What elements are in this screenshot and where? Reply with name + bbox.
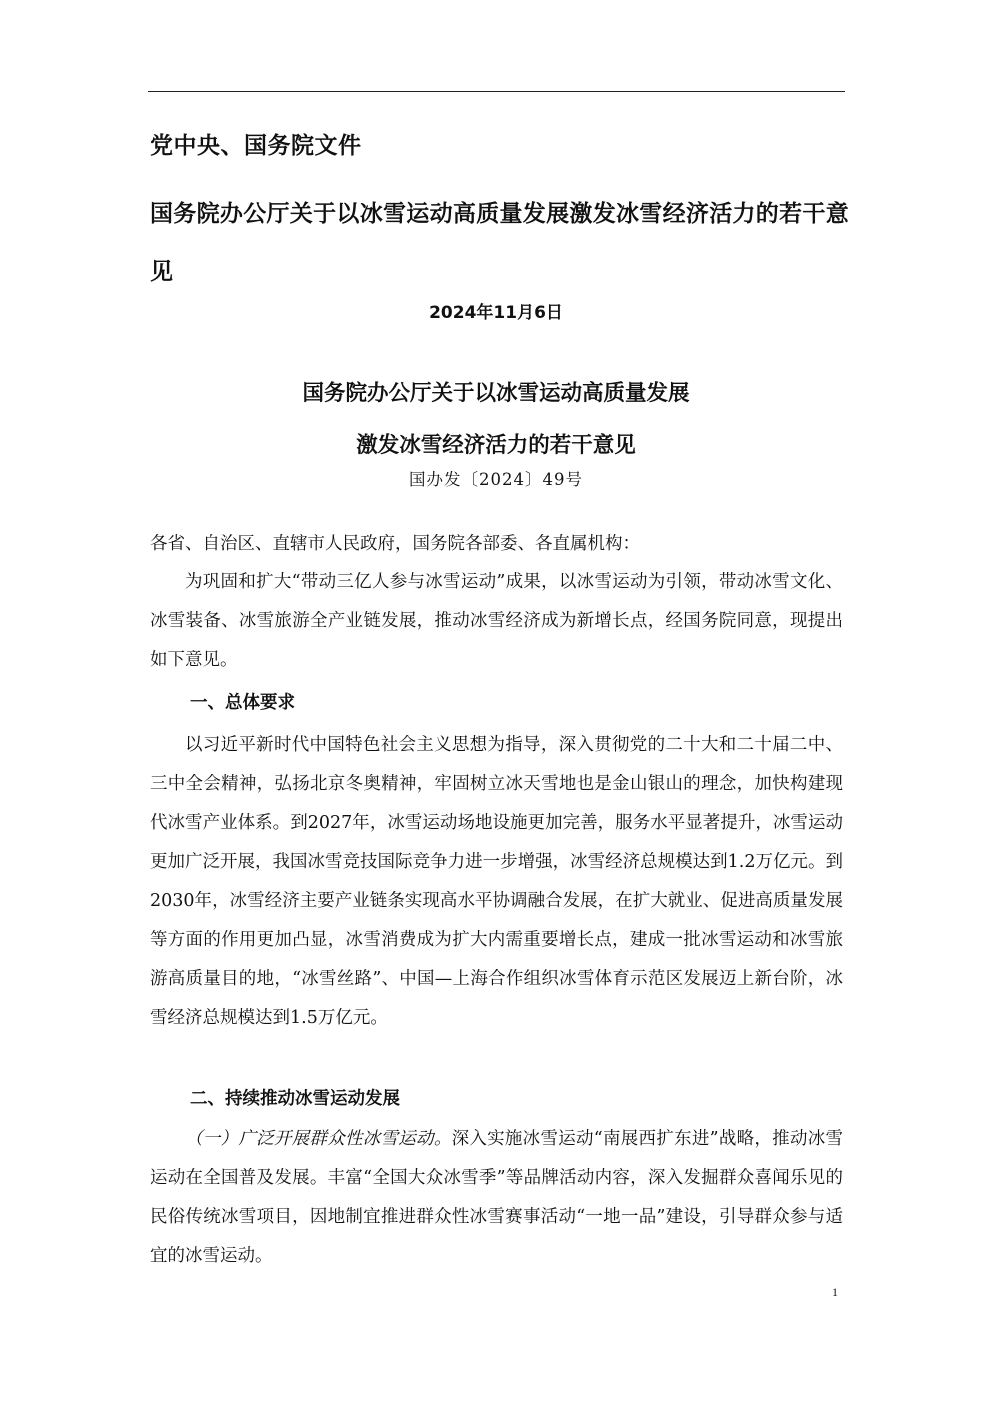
section-2-heading: 二、持续推动冰雪运动发展	[190, 1089, 400, 1109]
header-rule	[148, 91, 845, 92]
document-number: 国办发〔2024〕49号	[409, 470, 583, 489]
section-1-paragraph: 以习近平新时代中国特色社会主义思想为指导，深入贯彻党的二十大和二十届二中、三中全会精神，弘扬北京冬奥精神，牢固树立冰天雪地也是金山银山的理念，加快构建现代冰雪产业体系。到2027年，冰雪运动场地设施更加完善，服务水平显著提升，冰雪运动更加广泛开展，我国冰雪竞技国际竞争力进一步增强，冰雪经济总规模达到1.2万亿元。到2030年，冰雪经济主要产业链条实现高水平协调融合发展，在扩大就业、促进高质量发展等方面的作用更加凸显，冰雪消费成为扩大内需重要增长点，建成一批冰雪运动和冰雪旅游高质量目的地，“冰雪丝路”、中国—上海合作组织冰雪体育示范区发展迈上新台阶，冰雪经济总规模达到1.5万亿元。	[150, 735, 843, 1028]
document-title-line-2: 激发冰雪经济活力的若干意见	[356, 433, 636, 458]
document-title-line-1: 国务院办公厅关于以冰雪运动高质量发展	[302, 381, 690, 406]
salutation: 各省、自治区、直辖市人民政府，国务院各部委、各直属机构：	[150, 534, 640, 554]
publish-date: 2024年11月6日	[429, 303, 563, 323]
section-2-paragraph	[150, 1120, 843, 1276]
page-title: 国务院办公厅关于以冰雪运动高质量发展激发冰雪经济活力的若干意见	[150, 201, 849, 285]
document-title	[0, 368, 992, 472]
intro-paragraph: 为巩固和扩大“带动三亿人参与冰雪运动”成果，以冰雪运动为引领，带动冰雪文化、冰雪装备、冰雪旅游全产业链发展，推动冰雪经济成为新增长点，经国务院同意，现提出如下意见。	[150, 572, 843, 670]
subsection-1-text: 深入实施冰雪运动“南展西扩东进”战略，推动冰雪运动在全国普及发展。丰富“全国大众冰雪季”等品牌活动内容，深入发掘群众喜闻乐见的民俗传统冰雪项目，因地制宜推进群众性冰雪赛事活动“一地一品”建设，引导群众参与适宜的冰雪运动。	[150, 1129, 843, 1266]
section-1-heading: 一、总体要求	[190, 693, 295, 713]
document-source: 党中央、国务院文件	[150, 133, 362, 159]
subsection-1-heading: （一）广泛开展群众性冰雪运动。	[185, 1129, 452, 1149]
page-number: 1	[832, 1285, 838, 1299]
